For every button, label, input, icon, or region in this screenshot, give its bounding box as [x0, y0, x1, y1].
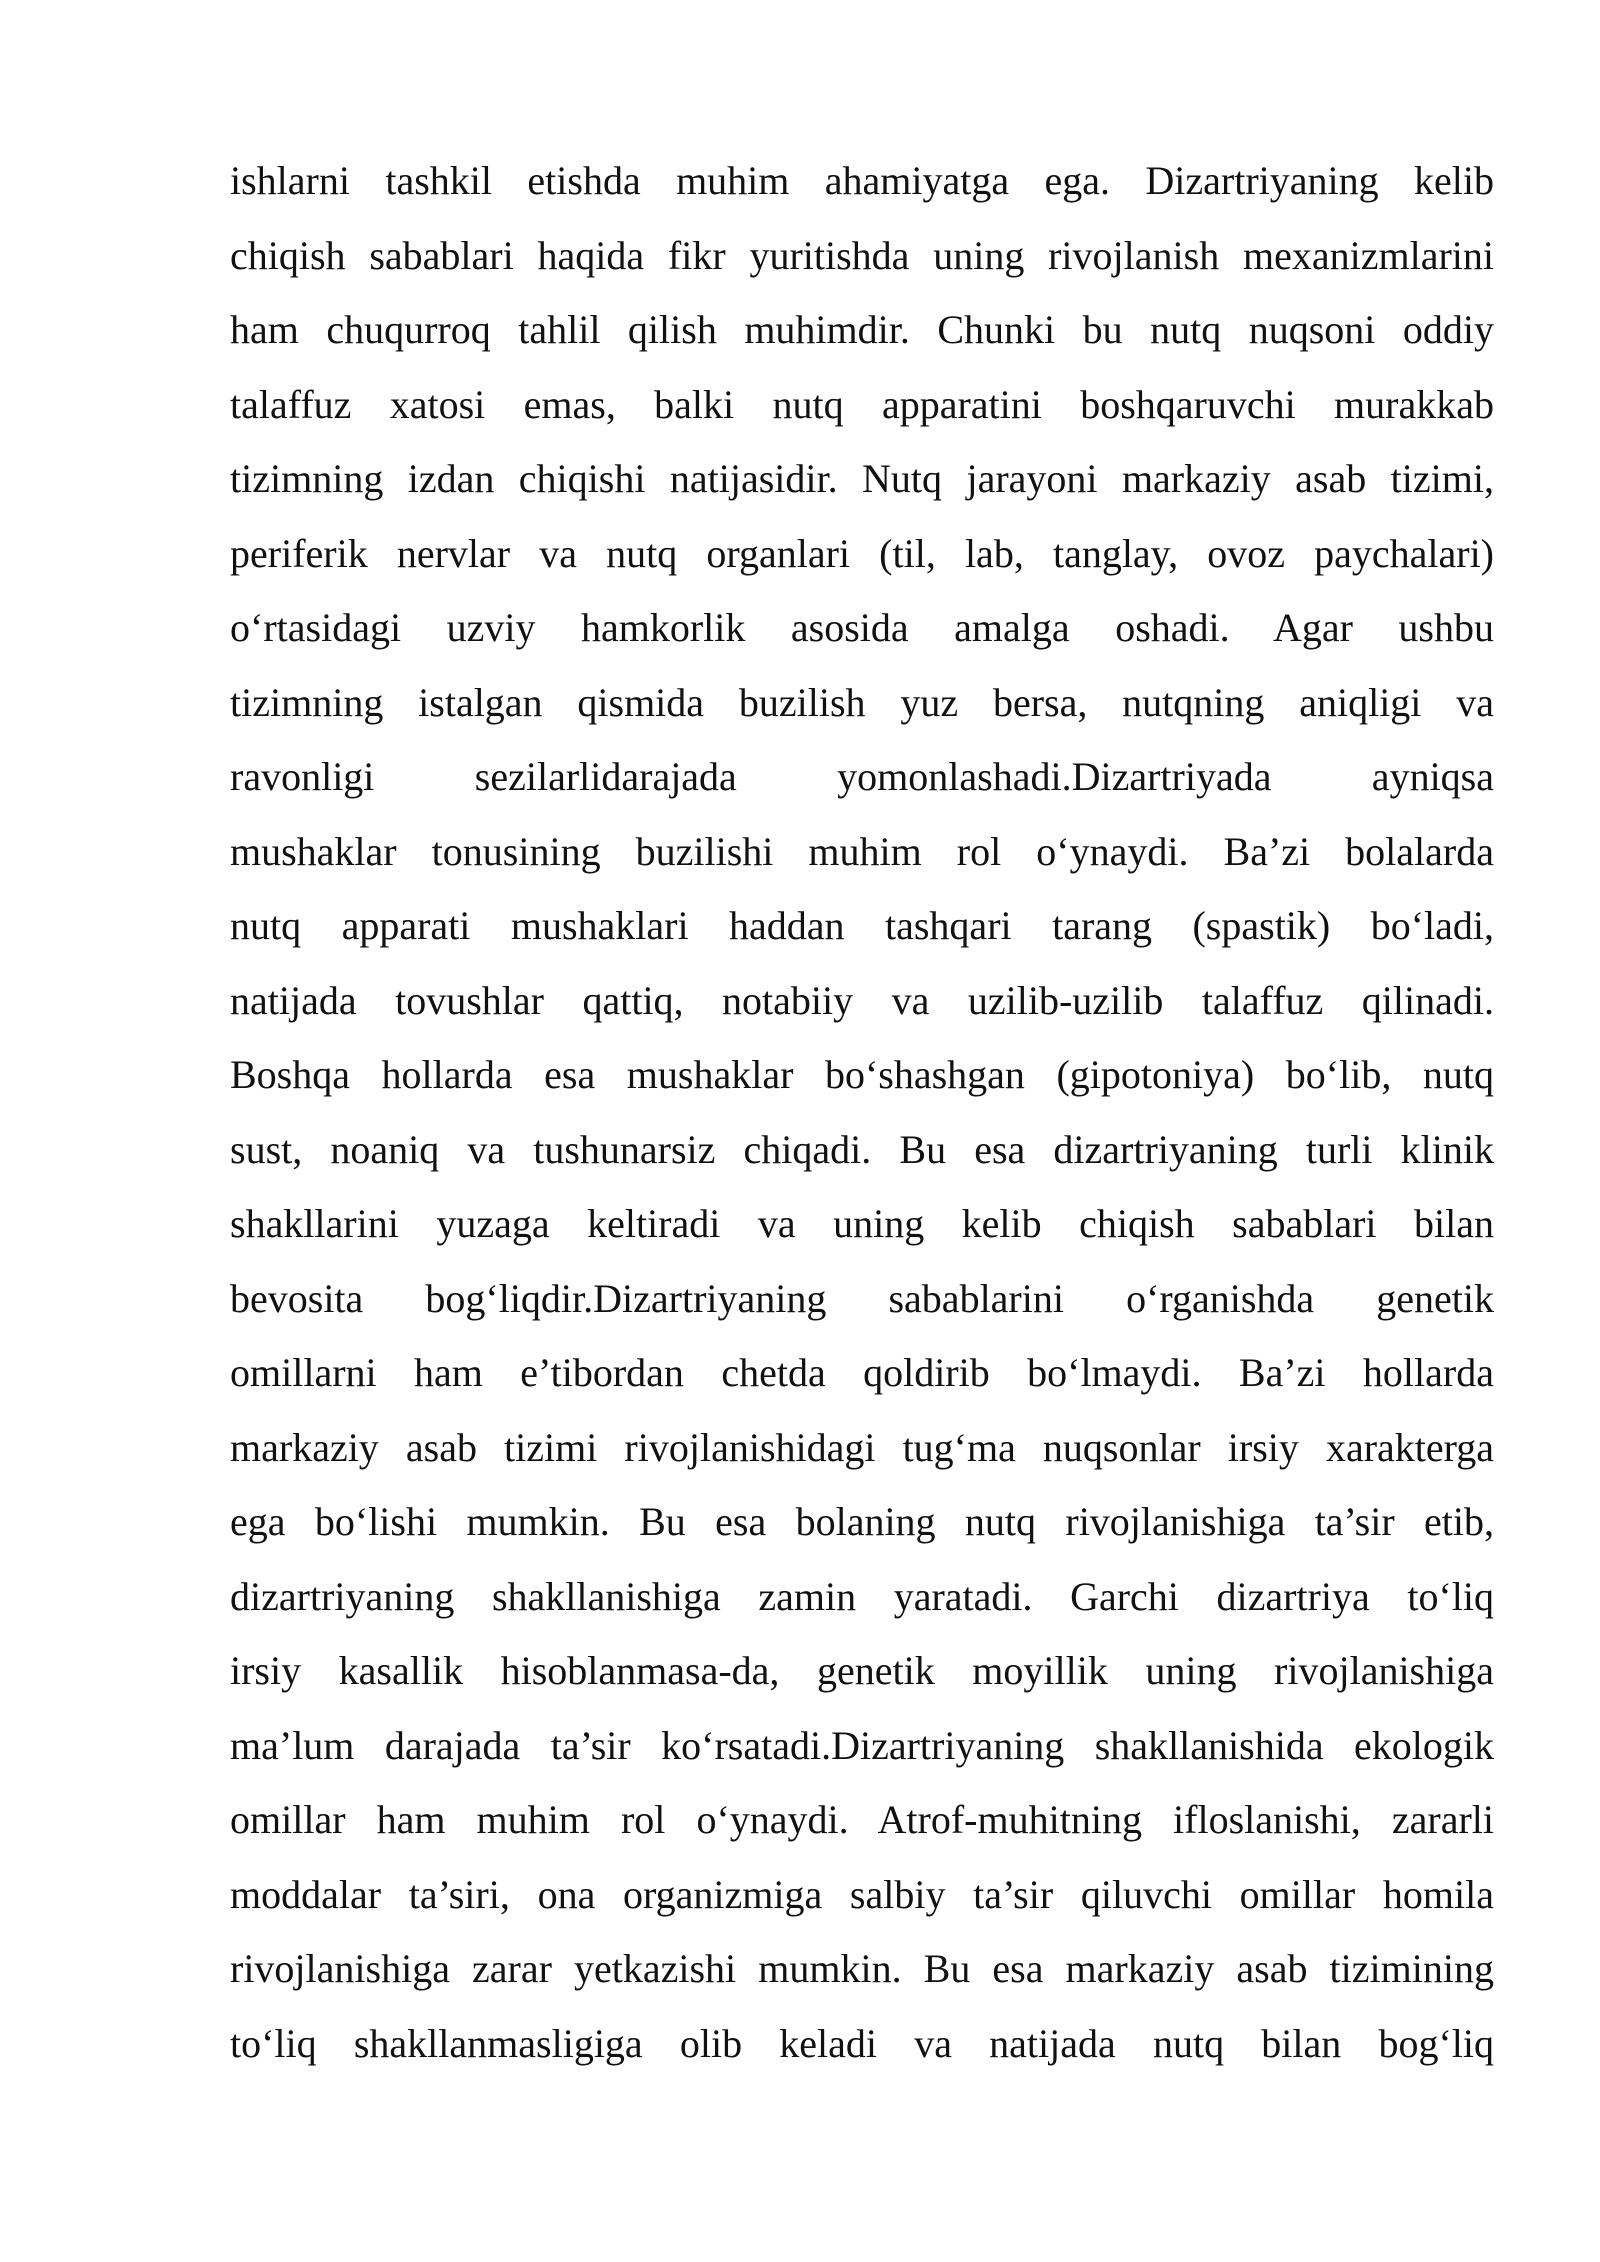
body-paragraph — [230, 144, 1494, 2081]
text-line: dizartriyaning shakllanishiga zamin yaratadi. Garchi dizartriya to‘liq — [230, 1573, 1494, 1619]
text-line: shakllarini yuzaga keltiradi va uning kelib chiqish sabablari bilan — [230, 1201, 1494, 1246]
text-line: ega bo‘lishi mumkin. Bu esa bolaning nutq rivojlanishiga ta’sir etib, — [230, 1499, 1494, 1544]
text-line: talaffuz xatosi emas, balki nutq apparatini boshqaruvchi murakkab — [230, 381, 1494, 427]
text-line: mushaklar tonusining buzilishi muhim rol o‘ynaydi. Ba’zi bolalarda — [230, 828, 1494, 874]
text-line: sust, noaniq va tushunarsiz chiqadi. Bu esa dizartriyaning turli klinik — [230, 1126, 1494, 1172]
text-line: bevosita bog‘liqdir.Dizartriyaning sabablarini o‘rganishda genetik — [230, 1275, 1494, 1321]
text-line: chiqish sabablari haqida fikr yuritishda uning rivojlanish mexanizmlarini — [230, 232, 1494, 278]
text-line: moddalar ta’siri, ona organizmiga salbiy ta’sir qiluvchi omillar homila — [230, 1871, 1494, 1917]
text-line: omillarni ham e’tibordan chetda qoldirib bo‘lmaydi. Ba’zi hollarda — [230, 1350, 1494, 1395]
text-line: ma’lum darajada ta’sir ko‘rsatadi.Dizartriyaning shakllanishida ekologik — [230, 1722, 1494, 1768]
text-line: o‘rtasidagi uzviy hamkorlik asosida amalga oshadi. Agar ushbu — [230, 605, 1494, 650]
text-line: tizimning izdan chiqishi natijasidir. Nutq jarayoni markaziy asab tizimi, — [230, 456, 1494, 501]
text-line: markaziy asab tizimi rivojlanishidagi tug‘ma nuqsonlar irsiy xarakterga — [230, 1424, 1494, 1470]
text-line: natijada tovushlar qattiq, notabiiy va uzilib-uzilib talaffuz qilinadi. — [230, 977, 1494, 1023]
text-line: ham chuqurroq tahlil qilish muhimdir. Chunki bu nutq nuqsoni oddiy — [230, 307, 1494, 352]
text-line: rivojlanishiga zarar yetkazishi mumkin. Bu esa markaziy asab tizimining — [230, 1946, 1494, 1991]
text-line: nutq apparati mushaklari haddan tashqari tarang (spastik) bo‘ladi, — [230, 903, 1494, 948]
text-line: ravonligi sezilarlidarajada yomonlashadi.Dizartriyada ayniqsa — [230, 754, 1494, 799]
text-line: ishlarni tashkil etishda muhim ahamiyatga ega. Dizartriyaning kelib — [230, 158, 1494, 203]
text-line: tizimning istalgan qismida buzilish yuz bersa, nutqning aniqligi va — [230, 679, 1494, 725]
text-line: to‘liq shakllanmasligiga olib keladi va natijada nutq bilan bog‘liq — [230, 2020, 1494, 2066]
text-line: periferik nervlar va nutq organlari (til, lab, tanglay, ovoz paychalari) — [230, 530, 1494, 576]
text-line: Boshqa hollarda esa mushaklar bo‘shashgan (gipotoniya) bo‘lib, nutq — [230, 1052, 1494, 1097]
text-line: omillar ham muhim rol o‘ynaydi. Atrof-muhitning ifloslanishi, zararli — [230, 1797, 1494, 1842]
text-line: irsiy kasallik hisoblanmasa-da, genetik moyillik uning rivojlanishiga — [230, 1648, 1494, 1693]
